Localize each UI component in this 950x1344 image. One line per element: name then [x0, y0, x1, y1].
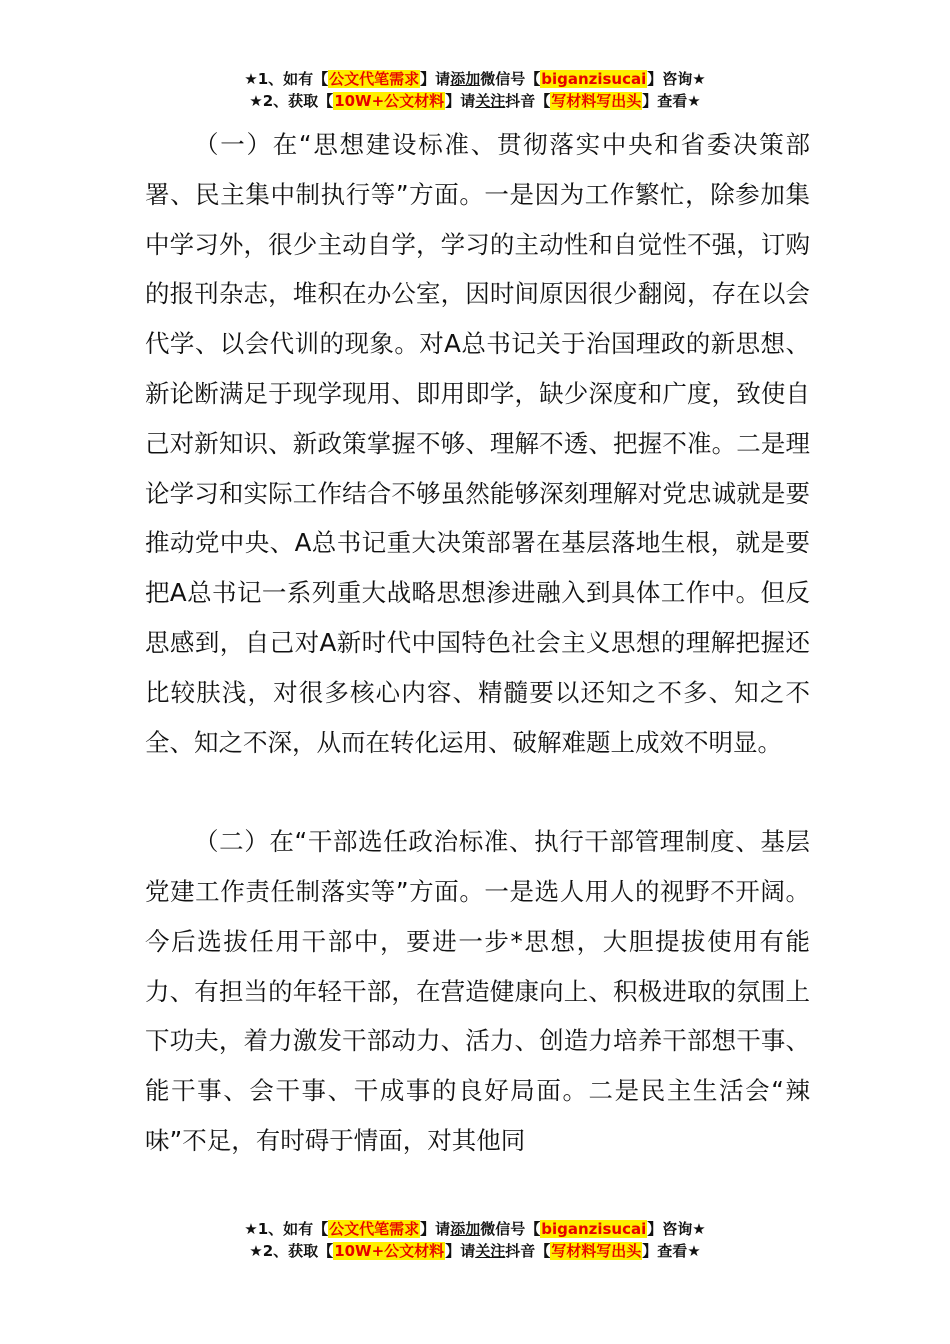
footer-banner — [0, 1218, 950, 1262]
banner-text: 】咨询★ — [647, 1220, 706, 1238]
banner-highlight: 公文代笔需求 — [329, 1220, 420, 1238]
header-banner — [0, 68, 950, 112]
banner-text: ★1、如有【 — [244, 1220, 329, 1238]
banner-text: 】查看★ — [642, 92, 701, 110]
banner-highlight: biganzisucai — [541, 70, 647, 88]
paragraph-1: （一）在“思想建设标准、贯彻落实中央和省委决策部署、民主集中制执行等”方面。一是因为工作繁忙，除参加集中学习外，很少主动自学，学习的主动性和自觉性不强，订购的报刊杂志，堆积在办公室，因时间原因很少翻阅，存在以会代学、以会代训的现象。对A总书记关于治国理政的新思想、新论断满足于现学现用、即用即学，缺少深度和广度，致使自己对新知识、新政策掌握不够、理解不透、把握不准。二是理论学习和实际工作结合不够虽然能够深刻理解对党忠诚就是要推动党中央、A总书记重大决策部署在基层落地生根，就是要把A总书记一系列重大战略思想渗进融入到具体工作中。但反思感到，自己对A新时代中国特色社会主义思想的理解把握还比较肤浅，对很多核心内容、精髓要以还知之不多、知之不全、知之不深，从而在转化运用、破解难题上成效不明显。 — [145, 130, 810, 757]
banner-text: 】请 — [445, 1242, 476, 1260]
banner-text: ★2、获取【 — [249, 1242, 334, 1260]
document-body — [145, 120, 810, 1166]
banner-underlined-text: 添加 — [450, 70, 481, 88]
paragraph-2: （二）在“干部选任政治标准、执行干部管理制度、基层党建工作责任制落实等”方面。一是选人用人的视野不开阔。今后选拔任用干部中，要进一步*思想，大胆提拔使用有能力、有担当的年轻干部，在营造健康向上、积极进取的氛围上下功夫，着力激发干部动力、活力、创造力培养干部想干事、能干事、会干事、干成事的良好局面。二是民主生活会“辣味”不足，有时碍于情面，对其他同 — [145, 827, 810, 1155]
banner-line-1 — [0, 1218, 950, 1240]
banner-text: 抖音【 — [505, 1242, 551, 1260]
banner-highlight: 10W+公文材料 — [334, 92, 445, 110]
banner-text: 微信号【 — [480, 1220, 541, 1238]
banner-text: ★1、如有【 — [244, 70, 329, 88]
banner-line-2 — [0, 90, 950, 112]
banner-underlined-text: 关注 — [475, 92, 506, 110]
banner-highlight: 公文代笔需求 — [329, 70, 420, 88]
banner-text: 】查看★ — [642, 1242, 701, 1260]
banner-underlined-text: 关注 — [475, 1242, 506, 1260]
banner-text: 】请 — [420, 1220, 451, 1238]
banner-text: 】咨询★ — [647, 70, 706, 88]
banner-highlight: biganzisucai — [541, 1220, 647, 1238]
banner-text: 抖音【 — [505, 92, 551, 110]
banner-line-2 — [0, 1240, 950, 1262]
banner-text: 微信号【 — [480, 70, 541, 88]
banner-text: ★2、获取【 — [249, 92, 334, 110]
banner-highlight: 写材料写出头 — [551, 92, 642, 110]
banner-text: 】请 — [420, 70, 451, 88]
banner-line-1 — [0, 68, 950, 90]
banner-text: 】请 — [445, 92, 476, 110]
banner-highlight: 写材料写出头 — [551, 1242, 642, 1260]
banner-underlined-text: 添加 — [450, 1220, 481, 1238]
banner-highlight: 10W+公文材料 — [334, 1242, 445, 1260]
